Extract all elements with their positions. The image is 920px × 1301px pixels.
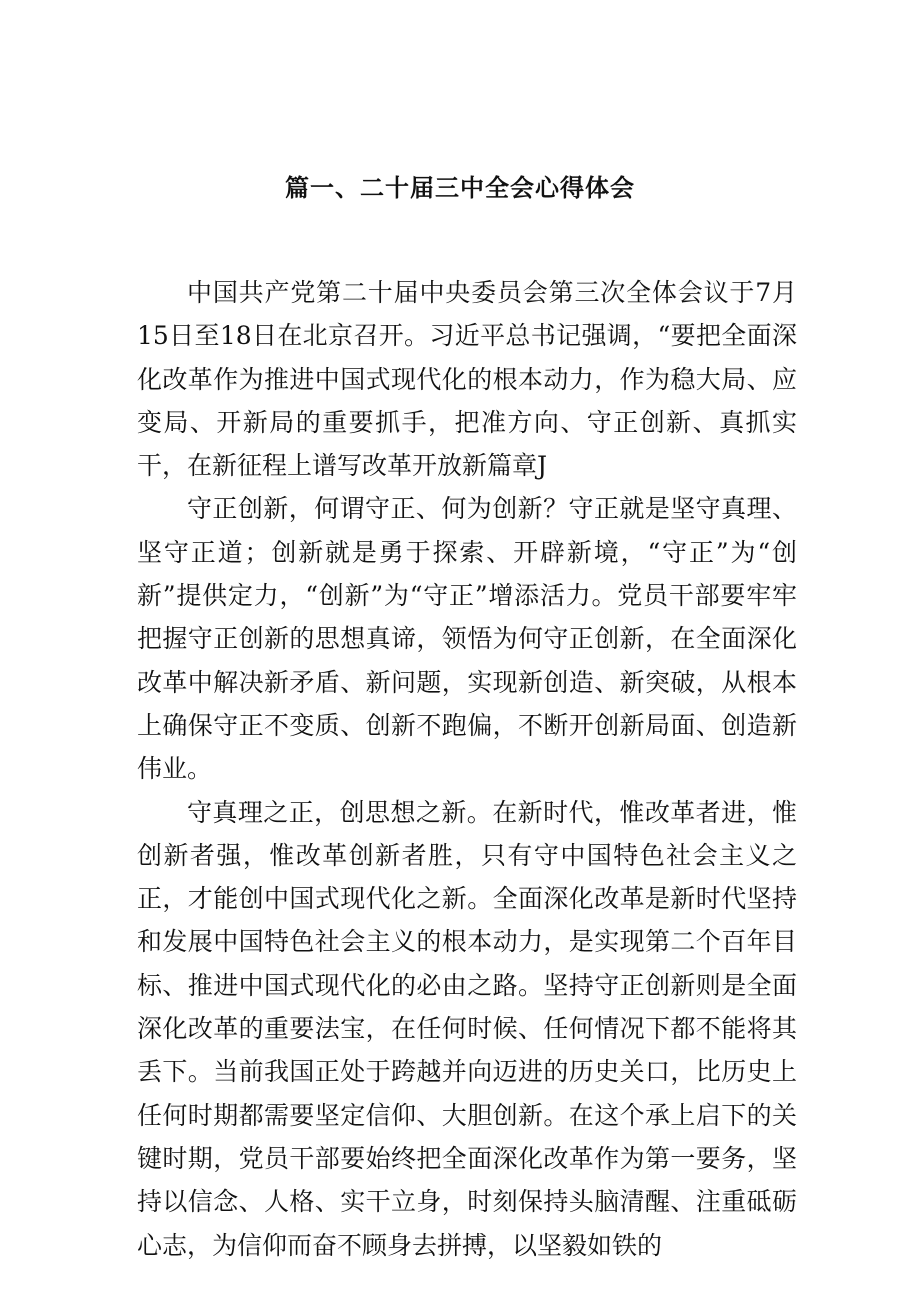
paragraph-1: 中国共产党第二十届中央委员会第三次全体会议于7月15日至18日在北京召开。习近平总书记强调，“要把全面深化改革作为推进中国式现代化的根本动力，作为稳大局、应变局、开新局的重要抓手，把准方向、守正创新、真抓实干，在新征程上谱写改革开放新篇章J <box>137 278 797 481</box>
document-body <box>137 271 797 1267</box>
paragraph-2: 守正创新，何谓守正、何为创新？守正就是坚守真理、坚守正道；创新就是勇于探索、开辟新境，“守正”为“创新”提供定力，“创新”为“守正”增添活力。党员干部要牢牢把握守正创新的思想真谛，领悟为何守正创新，在全面深化改革中解决新矛盾、新问题，实现新创造、新突破，从根本上确保守正不变质、创新不跑偏，不断开创新局面、创造新伟业。 <box>137 494 797 784</box>
document-title: 篇一、二十届三中全会心得体会 <box>285 174 635 202</box>
paragraph-3: 守真理之正，创思想之新。在新时代，惟改革者进，惟创新者强，惟改革创新者胜，只有守中国特色社会主义之正，才能创中国式现代化之新。全面深化改革是新时代坚持和发展中国特色社会主义的根本动力，是实现第二个百年目标、推进中国式现代化的必由之路。坚持守正创新则是全面深化改革的重要法宝，在任何时候、任何情况下都不能将其丢下。当前我国正处于跨越并向迈进的历史关口，比历史上任何时期都需要坚定信仰、大胆创新。在这个承上启下的关键时期，党员干部要始终把全面深化改革作为第一要务，坚持以信念、人格、实干立身，时刻保持头脑清醒、注重砥砺心志，为信仰而奋不顾身去拼搏，以坚毅如铁的 <box>137 797 797 1260</box>
